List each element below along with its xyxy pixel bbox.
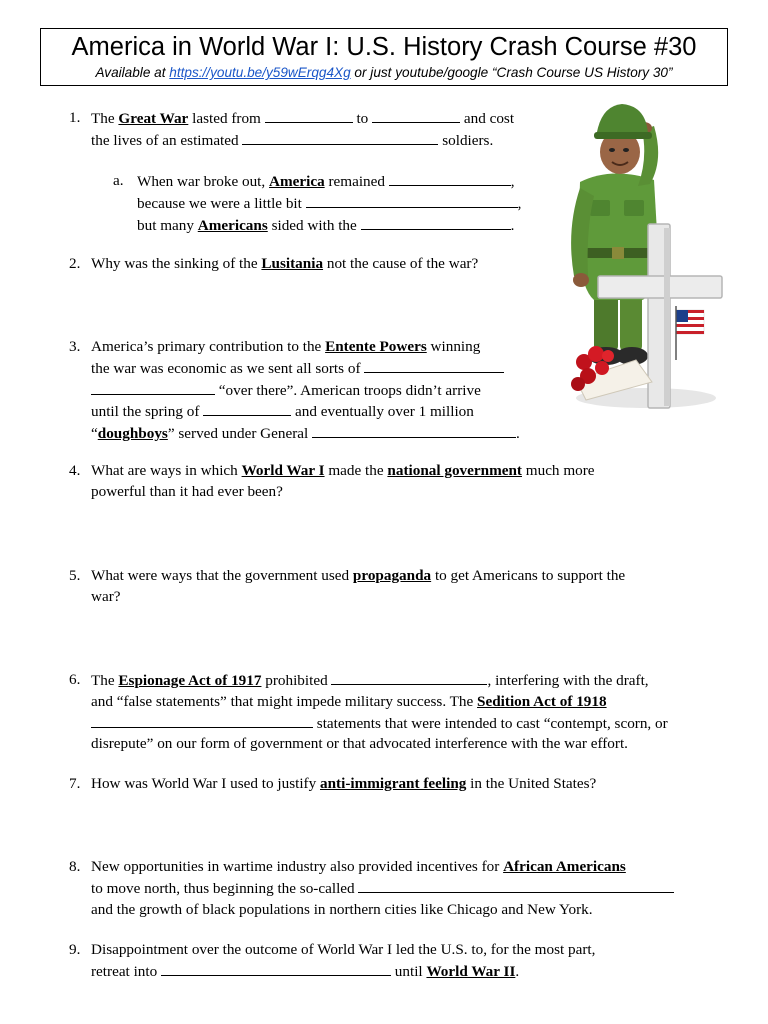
question-number: 4. xyxy=(69,462,81,479)
text: to move north, thus beginning the so-called xyxy=(91,879,359,897)
text: , interfering with the draft, xyxy=(487,672,649,689)
text: the war was economic as we sent all sorts of xyxy=(91,359,365,377)
text: The xyxy=(91,672,119,689)
question-number: 3. xyxy=(69,338,81,355)
question-line xyxy=(91,857,674,878)
answer-blank[interactable] xyxy=(389,171,511,186)
answer-blank[interactable] xyxy=(358,878,674,893)
question-line xyxy=(91,774,596,795)
text: ” served under General xyxy=(167,425,313,443)
soldier-memorial-illustration xyxy=(566,100,728,418)
question-line xyxy=(91,108,514,130)
question-line xyxy=(137,171,521,193)
key-term: doughboys xyxy=(97,425,168,443)
question-line xyxy=(91,566,625,587)
answer-blank[interactable] xyxy=(91,380,215,395)
question-6 xyxy=(69,670,668,755)
question-line xyxy=(91,692,668,713)
answer-blank[interactable] xyxy=(312,423,516,438)
question-number: 7. xyxy=(69,775,81,792)
key-term: World War II xyxy=(426,962,516,980)
text: How was World War I used to justify xyxy=(91,775,320,792)
subtitle-suffix: or just youtube/google “Crash Course US History 30” xyxy=(350,65,673,80)
question-line xyxy=(91,961,595,983)
question-line xyxy=(91,380,520,402)
worksheet-header xyxy=(40,28,728,86)
question-line xyxy=(137,193,521,215)
key-term: America xyxy=(269,173,325,190)
question-7 xyxy=(69,774,597,795)
text: lasted from xyxy=(188,110,265,127)
text: powerful than it had ever been? xyxy=(91,482,283,500)
key-term: Sedition Act of 1918 xyxy=(477,692,607,710)
key-term: Entente Powers xyxy=(325,338,427,355)
text: to xyxy=(352,110,373,127)
video-link[interactable]: https://youtu.be/y59wErqg4Xg xyxy=(169,65,351,80)
question-line xyxy=(91,254,478,275)
answer-blank[interactable] xyxy=(242,130,438,145)
text: What were ways that the government used xyxy=(91,567,353,584)
text: . xyxy=(516,425,520,443)
question-5 xyxy=(69,566,626,608)
question-number: 1. xyxy=(69,109,81,126)
text: sided with the xyxy=(267,216,361,234)
text: prohibited xyxy=(261,672,332,689)
question-3 xyxy=(69,337,520,445)
question-line xyxy=(91,878,674,900)
text: war? xyxy=(91,587,121,605)
text: Why was the sinking of the xyxy=(91,255,262,272)
answer-blank[interactable] xyxy=(161,961,391,976)
question-9 xyxy=(69,940,596,983)
answer-blank[interactable] xyxy=(361,215,511,230)
text: and “false statements” that might impede military success. The xyxy=(91,692,478,710)
question-line xyxy=(91,734,668,755)
key-term: national government xyxy=(387,462,522,479)
question-line xyxy=(91,482,595,503)
text: Disappointment over the outcome of World War I led the U.S. to, for the most part, xyxy=(91,941,596,958)
text: America’s primary contribution to the xyxy=(91,338,326,355)
text: New opportunities in wartime industry also provided incentives for xyxy=(91,858,504,875)
text: statements that were intended to cast “contempt, scorn, or xyxy=(313,714,668,732)
question-line xyxy=(91,587,625,608)
text: The xyxy=(91,110,119,127)
text: soldiers. xyxy=(438,131,494,149)
text: When war broke out, xyxy=(137,173,270,190)
text: until the spring of xyxy=(91,403,204,421)
key-term: African Americans xyxy=(503,858,626,875)
question-line xyxy=(91,713,668,735)
question-4 xyxy=(69,461,595,503)
answer-blank[interactable] xyxy=(331,670,487,685)
text: “over there”. American troops didn’t arrive xyxy=(215,381,481,399)
text: winning xyxy=(426,338,481,355)
answer-blank[interactable] xyxy=(265,108,353,123)
text: , xyxy=(517,194,522,212)
question-2 xyxy=(69,254,479,275)
question-line xyxy=(91,940,595,961)
question-line xyxy=(91,900,674,921)
answer-blank[interactable] xyxy=(372,108,460,123)
text: . xyxy=(515,962,520,980)
key-term: Espionage Act of 1917 xyxy=(118,672,262,689)
question-number: 2. xyxy=(69,255,81,272)
key-term: Americans xyxy=(197,216,268,234)
text: and cost xyxy=(460,110,515,127)
answer-blank[interactable] xyxy=(91,713,313,728)
soldier-clipart-icon xyxy=(566,100,728,418)
text: disrepute” on our form of government or that advocated interference with the war effort. xyxy=(91,735,628,753)
text: remained xyxy=(324,173,389,190)
text: in the United States? xyxy=(466,775,597,792)
question-line xyxy=(91,401,520,423)
answer-blank[interactable] xyxy=(364,358,504,373)
question-line xyxy=(91,670,668,692)
worksheet-subtitle xyxy=(41,64,727,82)
question-1 xyxy=(69,108,515,152)
key-term: Lusitania xyxy=(261,255,324,272)
worksheet-title: America in World War I: U.S. History Crash Course #30 xyxy=(71,33,697,61)
question-line xyxy=(91,337,520,358)
answer-blank[interactable] xyxy=(203,401,291,416)
question-line xyxy=(91,423,520,445)
question-line xyxy=(91,358,520,380)
text: much more xyxy=(521,462,595,479)
text: the lives of an estimated xyxy=(91,131,243,149)
text: What are ways in which xyxy=(91,462,242,479)
question-number: 8. xyxy=(69,858,81,875)
question-1a xyxy=(113,171,522,236)
text: . xyxy=(510,216,515,234)
question-line xyxy=(91,130,514,152)
text: because we were a little bit xyxy=(137,194,306,212)
question-number: a. xyxy=(113,172,124,189)
question-line xyxy=(137,215,521,237)
question-number: 5. xyxy=(69,567,81,584)
text: made the xyxy=(324,462,388,479)
question-number: 6. xyxy=(69,671,81,688)
text: and the growth of black populations in northern cities like Chicago and New York. xyxy=(91,900,593,918)
question-8 xyxy=(69,857,674,920)
answer-blank[interactable] xyxy=(306,193,518,208)
key-term: anti-immigrant feeling xyxy=(320,775,467,792)
question-line xyxy=(91,461,595,482)
text: until xyxy=(391,962,427,980)
text: and eventually over 1 million xyxy=(291,403,474,421)
key-term: propaganda xyxy=(352,567,432,584)
key-term: Great War xyxy=(118,110,189,127)
key-term: World War I xyxy=(241,462,325,479)
question-number: 9. xyxy=(69,941,81,958)
text: not the cause of the war? xyxy=(323,255,479,272)
subtitle-prefix: Available at xyxy=(95,65,170,80)
text: “ xyxy=(91,425,98,443)
text: , xyxy=(510,173,515,190)
text: to get Americans to support the xyxy=(431,567,626,584)
text: but many xyxy=(137,216,198,234)
text: retreat into xyxy=(91,962,161,980)
